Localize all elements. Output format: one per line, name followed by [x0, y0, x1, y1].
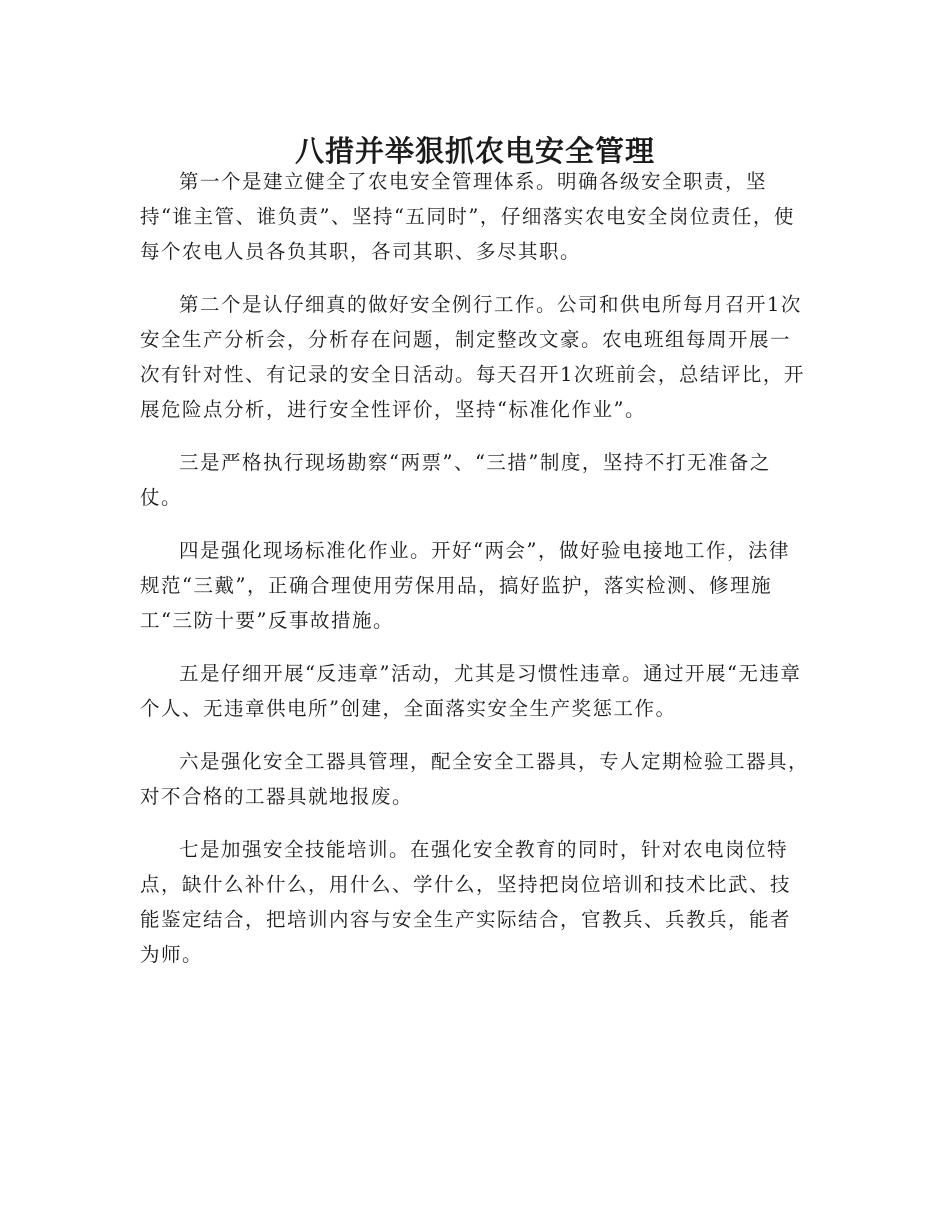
paragraph-3: 三是严格执行现场勘察“两票”、“三措”制度，坚持不打无准备之仗。: [140, 451, 771, 509]
paragraph-1: 第一个是建立健全了农电安全管理体系。明确各级安全职责，坚持“谁主管、谁负责”、坚持“五同时”，仔细落实农电安全岗位责任，使每个农电人员各负其职，各司其职、多尽其职。: [140, 170, 795, 263]
document-body: [140, 164, 810, 990]
paragraph-6: 六是强化安全工器具管理，配全安全工器具，专人定期检验工器具，对不合格的工器具就地报废。: [140, 750, 810, 808]
paragraph-4: 四是强化现场标准化作业。开好“两会”，做好验电接地工作，法律规范“三戴”，正确合理使用劳保用品，搞好监护，落实检测、修理施工“三防十要”反事故措施。: [140, 539, 790, 632]
paragraph-5: 五是仔细开展“反违章”活动，尤其是习惯性违章。通过开展“无违章个人、无违章供电所”创建，全面落实安全生产奖惩工作。: [140, 662, 802, 720]
paragraph-7: 七是加强安全技能培训。在强化安全教育的同时，针对农电岗位特点，缺什么补什么，用什么、学什么，坚持把岗位培训和技术比武、技能鉴定结合，把培训内容与安全生产实际结合，官教兵、兵教兵，能者为师。: [140, 838, 792, 966]
document-title: 八措并举狠抓农电安全管理: [294, 134, 655, 169]
paragraph-2: 第二个是认仔细真的做好安全例行工作。公司和供电所每月召开1次安全生产分析会，分析存在问题，制定整改文豪。农电班组每周开展一次有针对性、有记录的安全日活动。每天召开1次班前会，总结评比，开展危险点分析，进行安全性评价，坚持“标准化作业”。: [140, 293, 805, 421]
